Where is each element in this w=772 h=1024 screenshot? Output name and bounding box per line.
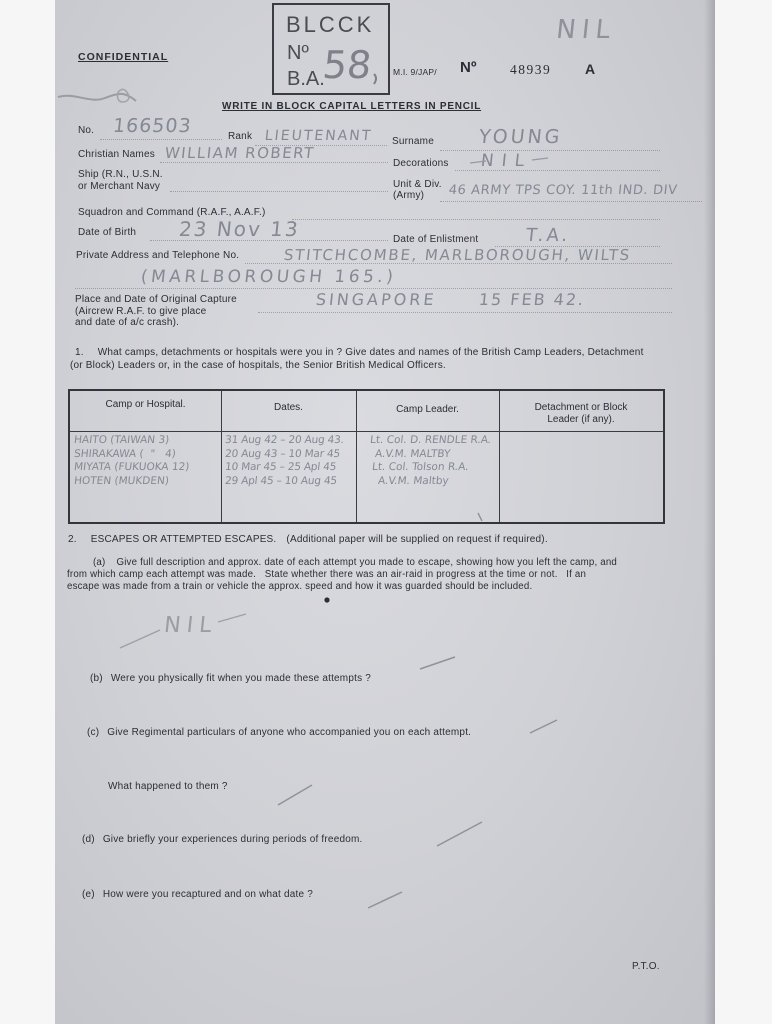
unit-label-line-1: Unit & Div. xyxy=(393,179,442,190)
table-cell-leader: Lt. Col. Tolson R.A. xyxy=(371,461,470,473)
no-value: 166503 xyxy=(111,115,193,137)
unit-value: 46 ARMY TPS COY. 11th IND. DIV xyxy=(447,183,679,198)
decorations-value: NIL xyxy=(479,151,534,171)
capture-place-value: SINGAPORE xyxy=(314,290,438,309)
question-2c xyxy=(87,727,471,739)
stamp-handwritten-number: 58 xyxy=(320,43,374,87)
christian-names-label: Christian Names xyxy=(78,149,155,160)
capture-label-line-3: and date of a/c crash). xyxy=(75,317,180,328)
question-2-heading xyxy=(68,534,548,546)
table-cell-dates: 20 Aug 43 – 10 Mar 45 xyxy=(224,448,341,460)
question-2c-text: Give Regimental particulars of anyone who accompanied you on each attempt. xyxy=(107,727,472,738)
ship-label-line-2: or Merchant Navy xyxy=(78,181,161,192)
dob-label: Date of Birth xyxy=(78,227,137,238)
question-2c-marker: (c) xyxy=(87,727,100,738)
no-entry-line xyxy=(100,139,222,140)
table-header-dates: Dates. xyxy=(274,402,303,413)
stamp-line-2: Nº xyxy=(287,42,309,64)
form-number-label: Nº xyxy=(460,59,477,76)
table-row xyxy=(70,434,663,448)
ship-label-line-1: Ship (R.N., U.S.N. xyxy=(78,169,163,180)
table-cell-leader: A.V.M. MALTBY xyxy=(374,448,452,460)
question-2d xyxy=(82,834,363,846)
table-cell-dates: 10 Mar 45 – 25 Apl 45 xyxy=(224,461,337,473)
question-2b-text: Were you physically fit when you made these attempts ? xyxy=(110,673,372,684)
unit-entry-line xyxy=(440,201,702,202)
table-cell-camp: MIYATA (FUKUOKA 12) xyxy=(73,461,190,473)
question-2e-marker: (e) xyxy=(82,889,95,900)
rank-value: LIEUTENANT xyxy=(263,128,374,144)
form-series-letter: A xyxy=(585,61,596,77)
please-turn-over: P.T.O. xyxy=(632,961,660,972)
instruction-heading: WRITE IN BLOCK CAPITAL LETTERS IN PENCIL xyxy=(222,101,482,112)
table-header-detachment-1: Detachment or Block xyxy=(534,402,628,413)
table-cell-camp: HOTEN (MUKDEN) xyxy=(73,475,170,487)
decorations-label: Decorations xyxy=(393,158,449,169)
enlistment-label: Date of Enlistment xyxy=(393,234,479,245)
squadron-label: Squadron and Command (R.A.F., A.A.F.) xyxy=(78,207,266,218)
stamp-line-1: BLCCK xyxy=(286,12,375,37)
no-label: No. xyxy=(78,125,95,136)
address-entry-line-2 xyxy=(75,288,672,289)
capture-entry-line xyxy=(258,312,672,313)
question-1-line-1 xyxy=(75,347,644,359)
table-row xyxy=(70,448,663,462)
table-cell-camp: HAITO (TAIWAN 3) xyxy=(73,434,170,446)
surname-label: Surname xyxy=(392,136,434,147)
question-2d-text: Give briefly your experiences during periods of freedom. xyxy=(102,834,363,845)
page-edge-shadow xyxy=(704,0,715,1024)
question-2a-line-2: from which camp each attempt was made. State whether there was an air-raid in progress at the time or not. If an xyxy=(67,569,587,580)
surname-entry-line xyxy=(440,150,660,151)
form-reference-prefix: M.I. 9/JAP/ xyxy=(393,67,437,77)
question-2-number: 2. xyxy=(68,534,77,545)
address-label: Private Address and Telephone No. xyxy=(76,250,240,261)
table-cell-dates: 29 Apl 45 – 10 Aug 45 xyxy=(224,475,338,487)
question-2-title: ESCAPES OR ATTEMPTED ESCAPES. xyxy=(90,534,277,545)
camps-table xyxy=(68,389,665,524)
question-2a-text-1: Give full description and approx. date of each attempt you made to escape, showing how you left the camp, and xyxy=(116,557,617,568)
question-2-note: (Additional paper will be supplied on request if required). xyxy=(286,534,548,545)
dob-value: 23 Nov 13 xyxy=(177,217,301,241)
question-1-line-2: (or Block) Leaders or, in the case of hospitals, the Senior British Medical Officers. xyxy=(70,360,446,371)
ship-entry-line xyxy=(170,191,388,192)
question-2e xyxy=(82,889,313,901)
table-cell-leader: Lt. Col. D. RENDLE R.A. xyxy=(369,434,492,446)
question-1-text-1: What camps, detachments or hospitals were you in ? Give dates and names of the British Camp Leaders, Detachment xyxy=(97,347,644,358)
capture-label-line-2: (Aircrew R.A.F. to give place xyxy=(75,306,207,317)
question-2a-marker: (a) xyxy=(93,557,106,568)
table-header-leader: Camp Leader. xyxy=(396,404,459,415)
table-cell-camp: SHIRAKAWA ( " 4) xyxy=(73,448,177,460)
question-2e-text: How were you recaptured and on what date ? xyxy=(102,889,314,900)
stamp-line-3: B.A. xyxy=(287,68,325,90)
question-2b-marker: (b) xyxy=(90,673,103,684)
table-header-camp: Camp or Hospital. xyxy=(105,399,186,410)
table-row xyxy=(70,461,663,475)
surname-value: YOUNG xyxy=(477,126,564,148)
christian-names-value: WILLIAM ROBERT xyxy=(163,144,316,162)
question-2b xyxy=(90,673,371,685)
question-2d-marker: (d) xyxy=(82,834,95,845)
capture-label-line-1: Place and Date of Original Capture xyxy=(75,294,237,305)
table-row xyxy=(70,475,663,489)
address-value-line-2: (MARLBOROUGH 165.) xyxy=(139,267,398,287)
top-annotation: NIL xyxy=(554,15,618,45)
capture-date-value: 15 FEB 42. xyxy=(477,290,587,309)
table-cell-leader: A.V.M. Maltby xyxy=(377,475,450,487)
table-header-detachment-2: Leader (if any). xyxy=(547,414,615,425)
unit-label-line-2: (Army) xyxy=(393,190,425,201)
question-2a-line-3: escape was made from a train or vehicle the approx. speed and how it was guarded should be included. xyxy=(67,581,533,592)
squadron-entry-line xyxy=(292,219,660,220)
question-1-number: 1. xyxy=(75,347,84,358)
question-2a-line-1 xyxy=(93,557,617,569)
christian-names-entry-line xyxy=(160,162,388,163)
address-value-line-1: STITCHCOMBE, MARLBOROUGH, WILTS xyxy=(282,246,632,264)
table-cell-dates: 31 Aug 42 – 20 Aug 43. xyxy=(224,434,345,446)
rank-label: Rank xyxy=(228,131,253,142)
form-serial-number: 48939 xyxy=(510,62,552,77)
question-2c-followup: What happened to them ? xyxy=(108,781,228,792)
enlistment-value: T.A. xyxy=(524,225,572,246)
classification-label: CONFIDENTIAL xyxy=(78,51,169,63)
question-2a-answer: NIL xyxy=(162,613,219,638)
table-header-divider xyxy=(70,431,663,432)
